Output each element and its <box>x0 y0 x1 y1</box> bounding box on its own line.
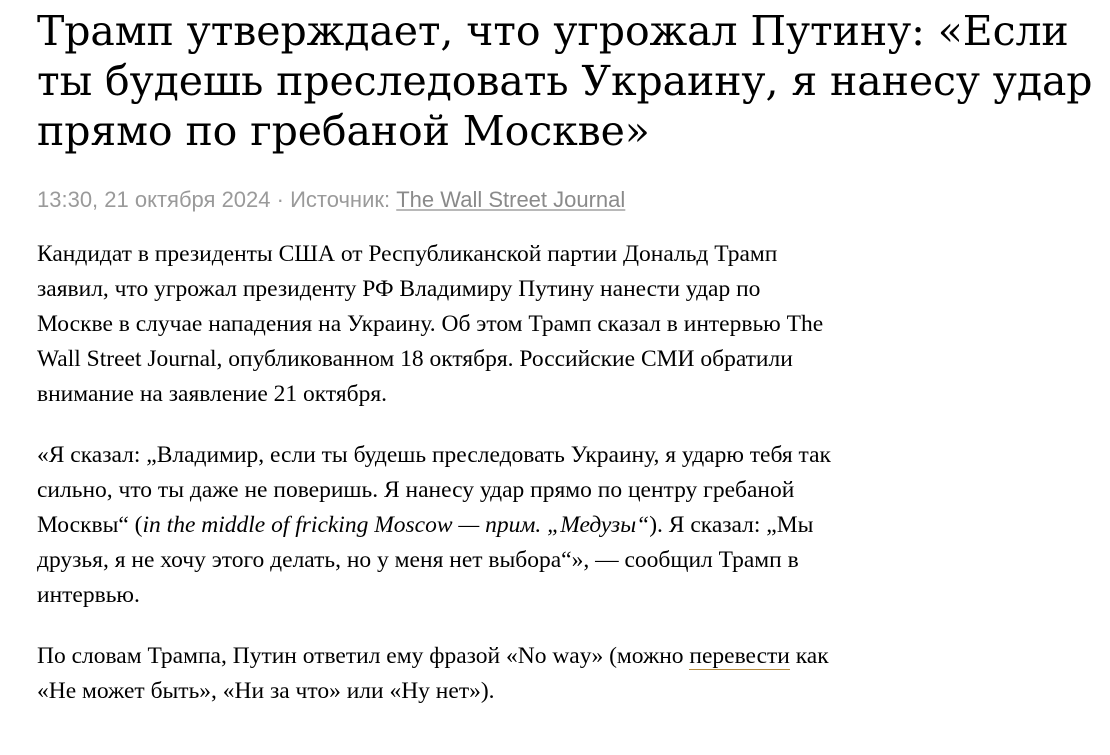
paragraph-2-text-start: «Я сказал: „Владимир, если ты будешь преследовать Украину, я ударю тебя так сильно, что ты даже не поверишь. Я нанесу удар прямо по центру гребаной Москвы“ ( <box>37 442 831 538</box>
editor-note-italic: in the middle of fricking Moscow — прим. „Медузы“ <box>142 512 650 538</box>
article-meta <box>37 186 625 214</box>
source-link[interactable]: The Wall Street Journal <box>396 187 626 212</box>
paragraph-3-text-end: как «Не может быть», «Ни за что» или «Ну нет»). <box>37 643 829 704</box>
source-label: Источник: <box>290 187 397 212</box>
paragraph-3 <box>37 639 837 709</box>
article-headline: Трамп утверждает, что угрожал Путину: «Если ты будешь преследовать Украину, я нанесу удар прямо по гребаной Москве» <box>37 7 1093 155</box>
article-body <box>37 237 837 735</box>
meta-separator: · <box>270 187 291 212</box>
article <box>37 0 1097 704</box>
translate-link[interactable]: перевести <box>689 643 790 669</box>
paragraph-2-text-end: ). Я сказал: „Мы друзья, я не хочу этого делать, но у меня нет выбора“», — сообщил Трамп в интервью. <box>37 512 814 608</box>
publish-timestamp: 13:30, 21 октября 2024 <box>37 187 271 212</box>
paragraph-3-text-start: По словам Трампа, Путин ответил ему фразой «No way» (можно <box>37 643 690 669</box>
paragraph-2 <box>37 438 837 613</box>
paragraph-1: Кандидат в президенты США от Республиканской партии Дональд Трамп заявил, что угрожал президенту РФ Владимиру Путину нанести удар по Москве в случае нападения на Украину. Об этом Трамп сказал в интервью The Wall Street Journal, опубликованном 18 октября. Российские СМИ обратили внимание на заявление 21 октября. <box>37 241 824 407</box>
